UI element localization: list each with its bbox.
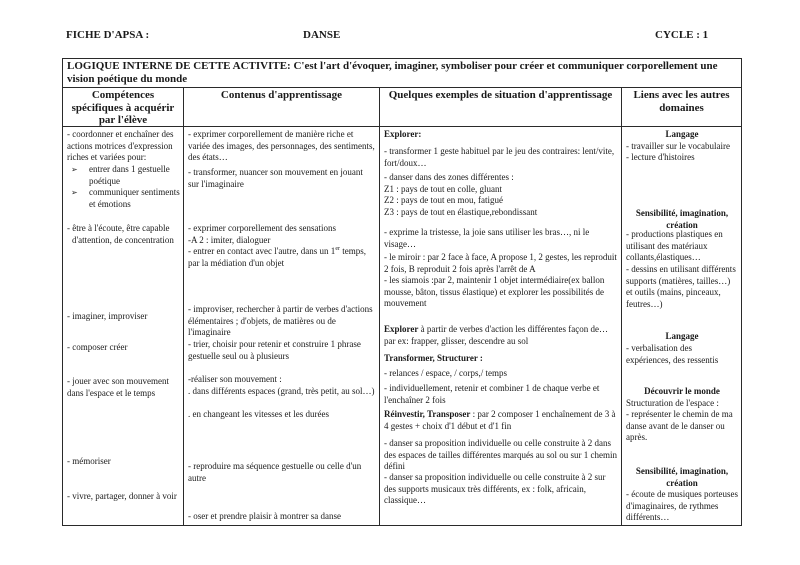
activity-title: DANSE bbox=[303, 29, 341, 41]
competences-cell bbox=[63, 127, 183, 525]
lien-item: Structuration de l'espace : bbox=[626, 398, 719, 408]
cycle-label: CYCLE : 1 bbox=[655, 29, 709, 41]
lien-item: - travailler sur le vocabulaire bbox=[626, 141, 730, 151]
competence-bullet-text: entrer dans 1 gestuelle poétique bbox=[89, 164, 170, 186]
contenu-item bbox=[188, 246, 376, 269]
fiche-apsa-label: FICHE D'APSA : bbox=[66, 29, 150, 41]
contenu-text: temps, par la médiation d'un objet bbox=[188, 246, 366, 268]
contenu-text: - entrer en contact avec l'autre, dans un 1 bbox=[188, 246, 336, 256]
domaine-heading: Langage bbox=[665, 331, 699, 341]
arrow-bullet-icon: ➢ bbox=[71, 188, 78, 197]
competence-item: - jouer avec son mouvement dans l'espace et le temps bbox=[67, 376, 169, 398]
situation-item: - danser dans des zones différentes : bbox=[384, 172, 514, 182]
situation-phase-heading: Transformer, Structurer : bbox=[384, 353, 483, 363]
arrow-bullet-icon: ➢ bbox=[71, 165, 78, 174]
contenu-item: . dans différents espaces (grand, très petit, au sol…) bbox=[188, 386, 375, 396]
ordinal-superscript: er bbox=[335, 246, 340, 252]
situation-item: - les siamois :par 2, maintenir 1 objet intermédiaire(ex ballon mousse, bâton, tissus élastique) et explorer les possibilités de mouvement bbox=[384, 275, 605, 308]
header-liens: Liens avec les autres domaines bbox=[621, 88, 741, 126]
table-header-row bbox=[63, 88, 741, 127]
lien-item: - lecture d'histoires bbox=[626, 152, 695, 162]
competence-item: - mémoriser bbox=[67, 456, 111, 466]
contenu-item: - exprimer corporellement des sensations bbox=[188, 223, 336, 233]
contenu-item: - improviser, rechercher à partir de verbes d'actions élémentaires ; d'objets, de matières ou de l'imaginaire bbox=[188, 304, 373, 337]
contenu-item: - transformer, nuancer son mouvement en jouant sur l'imaginaire bbox=[188, 167, 363, 189]
situation-zone-item: Z1 : pays de tout en colle, gluant bbox=[384, 184, 502, 194]
situation-item bbox=[384, 409, 618, 432]
header-situations: Quelques exemples de situation d'apprentissage bbox=[379, 88, 621, 126]
situation-item: - individuellement, retenir et combiner 1 de chaque verbe et l'enchaîner 2 fois bbox=[384, 383, 600, 405]
competence-item: - imaginer, improviser bbox=[67, 311, 148, 321]
competence-bullet-text: communiquer sentiments et émotions bbox=[89, 187, 180, 209]
competence-bullet-item bbox=[67, 164, 180, 187]
contenu-item: -A 2 : imiter, dialoguer bbox=[188, 235, 271, 245]
situation-zone-item: Z3 : pays de tout en élastique,rebondissant bbox=[384, 207, 538, 217]
situation-zone-item: Z2 : pays de tout en mou, fatigué bbox=[384, 195, 503, 205]
competence-item: - être à l'écoute, être capable d'attention, de concentration bbox=[67, 223, 174, 245]
situation-phase-lead: Explorer bbox=[384, 324, 419, 334]
logique-interne-row: LOGIQUE INTERNE DE CETTE ACTIVITE: C'est l'art d'évoquer, imaginer, symboliser pour créer et communiquer corporellement une vision poétique du monde bbox=[63, 59, 741, 88]
domaine-heading: Découvrir le monde bbox=[644, 386, 720, 396]
table-body-row bbox=[63, 127, 741, 525]
situation-phase-lead: Réinvestir, Transposer bbox=[384, 409, 471, 419]
contenu-item: - trier, choisir pour retenir et construire 1 phrase gestuelle seul ou à plusieurs bbox=[188, 339, 361, 361]
situation-item: - danser sa proposition individuelle ou celle construite à 2 sur des supports musicaux très différents, ex : folk, africain, classique… bbox=[384, 472, 606, 505]
fiche-table bbox=[62, 58, 742, 526]
situations-cell bbox=[379, 127, 621, 525]
situation-item bbox=[384, 324, 618, 347]
contenu-item: -réaliser son mouvement : bbox=[188, 374, 282, 384]
competence-item: - coordonner et enchaîner des actions motrices d'expression riches et variées pour: bbox=[67, 129, 174, 162]
lien-item: - écoute de musiques porteuses d'imaginaires, de rythmes différents… bbox=[626, 489, 738, 522]
domaine-heading: Sensibilité, imagination, création bbox=[635, 466, 729, 488]
contenu-item: . en changeant les vitesses et les durées bbox=[188, 409, 329, 419]
contenu-item: - exprimer corporellement de manière riche et variée des images, des personnages, des sentiments, des états… bbox=[188, 129, 375, 162]
situation-item: - danser sa proposition individuelle ou celle construite à 2 dans des espaces de tailles différentes marqués au sol ou sur 1 chemin défini bbox=[384, 438, 618, 471]
situation-phase-heading: Explorer: bbox=[384, 129, 422, 139]
lien-item: - représenter le chemin de ma danse avant de le danser ou après. bbox=[626, 409, 733, 442]
situation-text: : par 2 composer 1 enchaînement de 3 à 4 gestes + choix d'1 début et d'1 fin bbox=[384, 409, 616, 431]
contenu-item: - reproduire ma séquence gestuelle ou celle d'un autre bbox=[188, 461, 362, 483]
lien-item: - verbalisation des expériences, des ressentis bbox=[626, 343, 719, 365]
competence-item: - vivre, partager, donner à voir bbox=[67, 491, 177, 501]
lien-item: - productions plastiques en utilisant des matériaux collants,élastiques… bbox=[626, 229, 723, 262]
lien-item: - dessins en utilisant différents supports (matières, tailles…) et outils (mains, pinceaux, feutres…) bbox=[626, 264, 736, 309]
contenus-cell bbox=[183, 127, 379, 525]
situation-item: - relances / espace, / corps,/ temps bbox=[384, 368, 507, 378]
domaine-heading: Langage bbox=[665, 129, 699, 139]
header-contenus: Contenus d'apprentissage bbox=[183, 88, 379, 126]
liens-cell bbox=[621, 127, 741, 525]
domaine-heading: Sensibilité, imagination, création bbox=[635, 208, 729, 230]
situation-text: à partir de verbes d'action les différentes façon de… par ex: frapper, glisser, descendre au sol bbox=[384, 324, 608, 346]
contenu-item: - oser et prendre plaisir à montrer sa danse bbox=[188, 511, 341, 521]
competence-bullet-item bbox=[67, 187, 180, 210]
situation-item: - exprime la tristesse, la joie sans utiliser les bras…, ni le visage… bbox=[384, 227, 590, 249]
situation-item: - le miroir : par 2 face à face, A propose 1, 2 gestes, les reproduit 2 fois, B reproduit 2 fois après l'arrêt de A bbox=[384, 252, 617, 274]
header-competences: Compétences spécifiques à acquérir par l'élève bbox=[71, 89, 175, 126]
competence-item: - composer créer bbox=[67, 342, 128, 352]
situation-item: - transformer 1 geste habituel par le jeu des contraires: lent/vite, fort/doux… bbox=[384, 146, 615, 168]
